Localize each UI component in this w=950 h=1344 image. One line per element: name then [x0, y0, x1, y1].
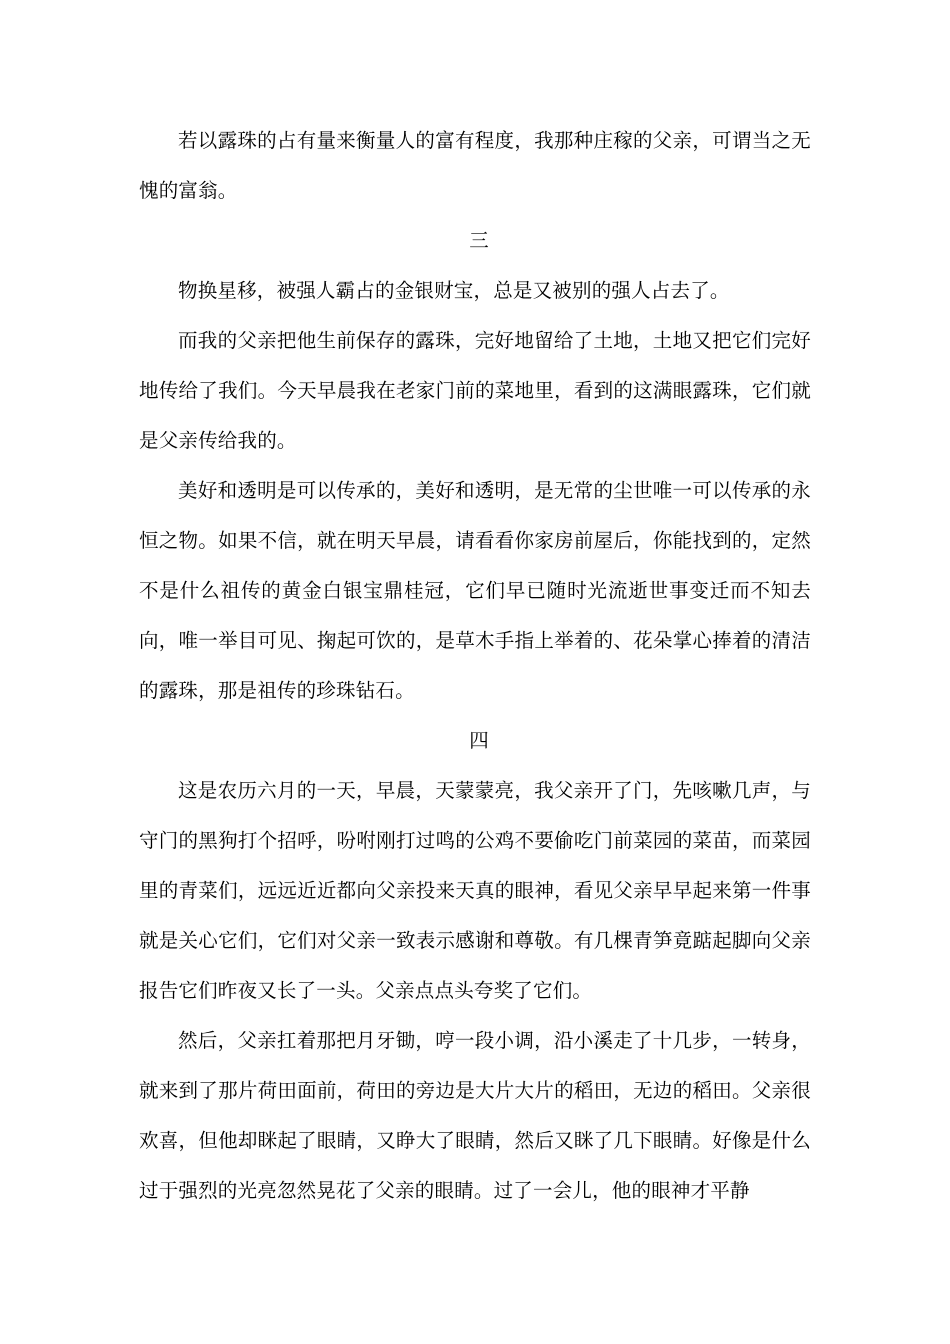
paragraph-morning: 这是农历六月的一天，早晨，天蒙蒙亮，我父亲开了门，先咳嗽几声，与守门的黑狗打个招呼，吩咐刚打过鸣的公鸡不要偷吃门前菜园的菜苗，而菜园里的青菜们，远远近近都向父亲投来天真的眼神，看见父亲早早起来第一件事就是关心它们，它们对父亲一致表示感谢和尊敬。有几棵青笋竟踮起脚向父亲报告它们昨夜又长了一头。父亲点点头夸奖了它们。	[139, 779, 811, 1002]
paragraph-rice-field: 然后，父亲扛着那把月牙锄，哼一段小调，沿小溪走了十几步，一转身，就来到了那片荷田面前，荷田的旁边是大片大片的稻田，无边的稻田。父亲很欢喜，但他却眯起了眼睛，又睁大了眼睛，然后又眯了几下眼睛。好像是什么过于强烈的光亮忽然晃花了父亲的眼睛。过了一会儿，他的眼神才平静	[139, 1029, 811, 1202]
paragraph-treasure: 物换星移，被强人霸占的金银财宝，总是又被别的强人占去了。	[178, 279, 730, 302]
paragraph-father-dew: 而我的父亲把他生前保存的露珠，完好地留给了土地，土地又把它们完好地传给了我们。今天早晨我在老家门前的菜地里，看到的这满眼露珠，它们就是父亲传给我的。	[139, 329, 811, 452]
paragraph-dew-wealth: 若以露珠的占有量来衡量人的富有程度，我那种庄稼的父亲，可谓当之无愧的富翁。	[139, 129, 811, 202]
section-heading-three: 三	[469, 229, 489, 252]
paragraph-transparency: 美好和透明是可以传承的，美好和透明，是无常的尘世唯一可以传承的永恒之物。如果不信，就在明天早晨，请看看你家房前屋后，你能找到的，定然不是什么祖传的黄金白银宝鼎桂冠，它们早已随时光流逝世事变迁而不知去向，唯一举目可见、掬起可饮的，是草木手指上举着的、花朵掌心捧着的清洁的露珠，那是祖传的珍珠钻石。	[139, 479, 811, 702]
section-heading-four: 四	[469, 729, 489, 752]
